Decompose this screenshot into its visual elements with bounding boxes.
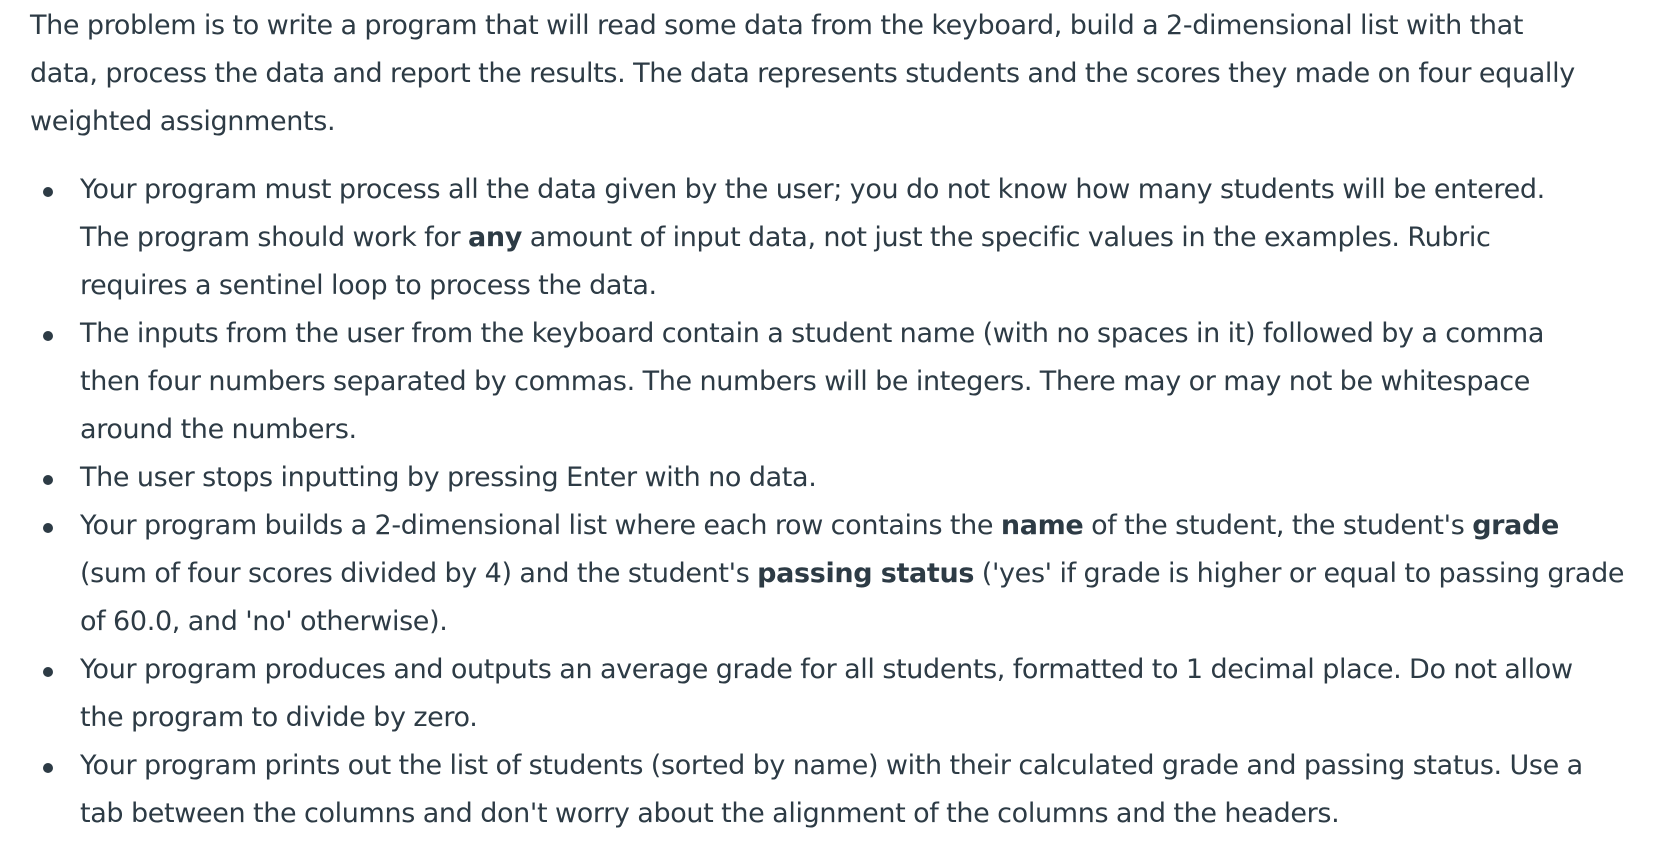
requirement-text: requires a sentinel loop to process the data.	[80, 270, 657, 301]
requirement-text: The program should work for any amount of input data, not just the specific values in the examples. Rubric	[80, 222, 1491, 253]
requirement-item	[30, 646, 1658, 742]
requirement-text: Your program produces and outputs an average grade for all students, formatted to 1 decimal place. Do not allow	[80, 654, 1573, 685]
requirement-text: The user stops inputting by pressing Enter with no data.	[80, 462, 817, 493]
requirement-item	[30, 454, 1658, 502]
requirement-item	[30, 502, 1658, 646]
requirement-text: of 60.0, and 'no' otherwise).	[80, 606, 448, 637]
assignment-description	[30, 0, 1658, 838]
emphasis-any: any	[468, 222, 522, 253]
emphasis-name: name	[1000, 510, 1084, 541]
requirement-text: around the numbers.	[80, 414, 357, 445]
requirement-text: Your program prints out the list of students (sorted by name) with their calculated grade and passing status. Use a	[80, 750, 1583, 781]
requirement-text: then four numbers separated by commas. The numbers will be integers. There may or may not be whitespace	[80, 366, 1531, 397]
intro-line: weighted assignments.	[30, 106, 336, 137]
intro-paragraph	[30, 2, 1658, 146]
requirement-text: Your program builds a 2-dimensional list where each row contains the name of the student, the student's grade	[80, 510, 1559, 541]
intro-line: The problem is to write a program that will read some data from the keyboard, build a 2-dimensional list with that	[30, 10, 1524, 41]
requirement-text: tab between the columns and don't worry about the alignment of the columns and the headers.	[80, 798, 1340, 829]
requirement-item	[30, 310, 1658, 454]
requirement-text: The inputs from the user from the keyboard contain a student name (with no spaces in it) followed by a comma	[80, 318, 1545, 349]
requirement-text: (sum of four scores divided by 4) and the student's passing status ('yes' if grade is higher or equal to passing grade	[80, 558, 1625, 589]
requirements-list	[30, 166, 1658, 838]
requirement-item	[30, 742, 1658, 838]
requirement-text: Your program must process all the data given by the user; you do not know how many students will be entered.	[80, 174, 1545, 205]
requirement-text: the program to divide by zero.	[80, 702, 478, 733]
emphasis-passing-status: passing status	[757, 558, 975, 589]
requirement-item	[30, 166, 1658, 310]
intro-line: data, process the data and report the results. The data represents students and the scores they made on four equally	[30, 58, 1575, 89]
emphasis-grade: grade	[1472, 510, 1559, 541]
